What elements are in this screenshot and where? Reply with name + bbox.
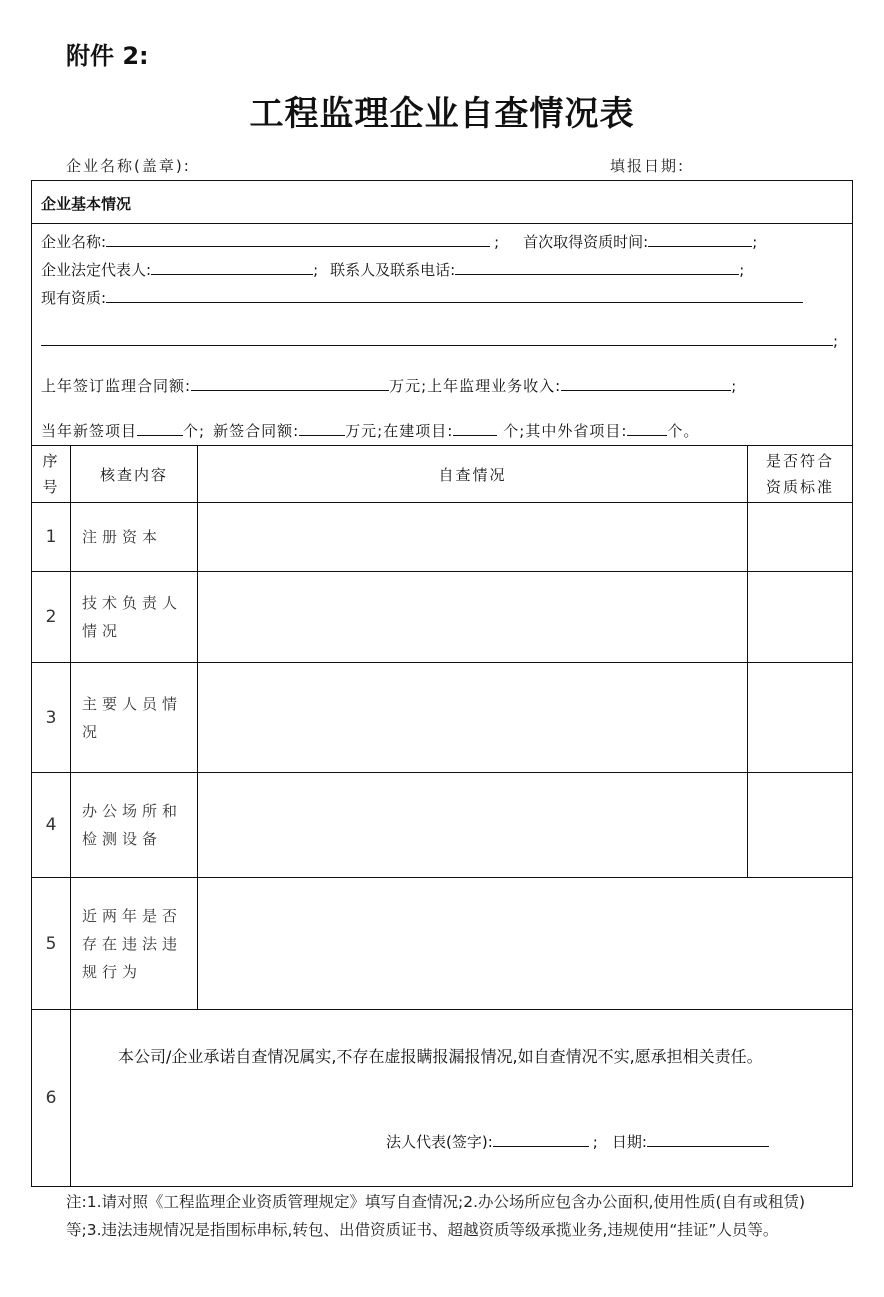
basic-info-section-title: 企业基本情况 — [41, 195, 132, 213]
legal-sign-field[interactable] — [493, 1132, 589, 1147]
unit-ge-end: 个。 — [667, 422, 700, 440]
check-item: 技术负责人情况 — [82, 594, 183, 640]
new-projects-label: 当年新签项目 — [41, 422, 138, 440]
date-label: 日期: — [611, 1133, 647, 1151]
compliant-cell[interactable] — [748, 663, 852, 772]
company-name-label: 企业名称: — [41, 233, 107, 251]
date-field[interactable] — [647, 1132, 769, 1147]
signature-row — [386, 1131, 769, 1152]
semicolon: ; — [313, 261, 319, 279]
current-qualification-field-2[interactable] — [41, 331, 833, 346]
unit-wanyuan: 万元; — [389, 377, 428, 395]
out-province-field[interactable] — [627, 421, 667, 436]
self-check-cell[interactable] — [198, 773, 747, 877]
row-number: 6 — [45, 1088, 57, 1108]
unit-ge: 个; — [183, 422, 206, 440]
first-qualification-label: 首次取得资质时间: — [523, 233, 649, 251]
semicolon: ; — [494, 233, 500, 251]
company-name-seal-label: 企业名称(盖章): — [66, 157, 191, 175]
self-check-cell[interactable] — [198, 878, 852, 1009]
new-projects-field[interactable] — [137, 421, 183, 436]
semicolon: ; — [739, 261, 745, 279]
semicolon: ; — [833, 332, 839, 350]
unit-wanyuan: 万元; — [345, 422, 384, 440]
attachment-label: 附件 2: — [66, 42, 149, 70]
under-construction-label: 在建项目: — [383, 422, 454, 440]
row-number: 4 — [45, 815, 57, 835]
company-name-row — [41, 231, 757, 252]
last-year-row — [41, 375, 737, 396]
new-contract-field[interactable] — [299, 421, 345, 436]
col-border — [70, 445, 71, 1186]
unit-ge: 个; — [503, 422, 526, 440]
last-year-income-field[interactable] — [561, 376, 731, 391]
semicolon: ; — [752, 233, 758, 251]
footnote: 注:1.请对照《工程监理企业资质管理规定》填写自查情况;2.办公场所应包含办公面积,使用性质(自有或租赁)等;3.违法违规情况是指围标串标,转包、出借资质证书、超越资质等级承揽业务,违规使用“挂证”人员等。 — [66, 1193, 806, 1239]
check-item: 注册资本 — [82, 528, 163, 546]
col-header-item: 核查内容 — [99, 465, 168, 484]
col-header-compliant-line2: 资质标准 — [765, 478, 834, 496]
self-check-cell[interactable] — [198, 572, 747, 662]
compliant-cell[interactable] — [748, 572, 852, 662]
under-construction-field[interactable] — [453, 421, 497, 436]
legal-rep-label: 企业法定代表人: — [41, 261, 152, 279]
row-border — [32, 1009, 852, 1010]
legal-sign-label: 法人代表(签字): — [386, 1133, 493, 1151]
current-qualification-row-2 — [41, 331, 838, 350]
contact-label: 联系人及联系电话: — [330, 261, 456, 279]
compliant-cell[interactable] — [748, 773, 852, 877]
col-header-compliant — [748, 446, 852, 502]
company-name-field[interactable] — [106, 232, 490, 247]
current-qualification-label: 现有资质: — [41, 289, 107, 307]
row-number: 3 — [45, 707, 57, 728]
col-header-seq: 序号 — [42, 452, 60, 496]
check-item: 主要人员情况 — [82, 694, 183, 741]
last-year-contract-field[interactable] — [191, 376, 389, 391]
last-year-income-label: 上年监理业务收入: — [427, 377, 562, 395]
current-qualification-row — [41, 287, 803, 308]
last-year-contract-label: 上年签订监理合同额: — [41, 377, 192, 395]
check-item: 办公场所和检测设备 — [82, 802, 183, 848]
row-number: 5 — [45, 933, 57, 954]
col-header-compliant-line1: 是否符合 — [765, 452, 834, 470]
col-header-status: 自查情况 — [438, 465, 507, 484]
contact-field[interactable] — [455, 260, 739, 275]
page-title: 工程监理企业自查情况表 — [249, 94, 635, 134]
section-divider — [32, 223, 852, 224]
current-year-row — [41, 420, 699, 441]
new-contract-label: 新签合同额: — [213, 422, 300, 440]
current-qualification-field[interactable] — [106, 288, 803, 303]
check-item: 近两年是否存在违法违规行为 — [82, 906, 183, 981]
commitment-text: 本公司/企业承诺自查情况属实,不存在虚报瞒报漏报情况,如自查情况不实,愿承担相关责任。 — [118, 1047, 763, 1066]
legal-rep-row — [41, 259, 744, 280]
compliant-cell[interactable] — [748, 503, 852, 571]
self-check-form — [31, 180, 853, 1187]
row-number: 1 — [45, 527, 57, 547]
fill-date-label: 填报日期: — [610, 157, 686, 175]
self-check-cell[interactable] — [198, 663, 747, 772]
first-qualification-field[interactable] — [648, 232, 752, 247]
out-province-label: 其中外省项目: — [525, 422, 628, 440]
row-number: 2 — [45, 607, 57, 627]
legal-rep-field[interactable] — [151, 260, 313, 275]
semicolon: ; — [731, 377, 738, 395]
self-check-cell[interactable] — [198, 503, 747, 571]
semicolon: ; — [592, 1133, 598, 1151]
